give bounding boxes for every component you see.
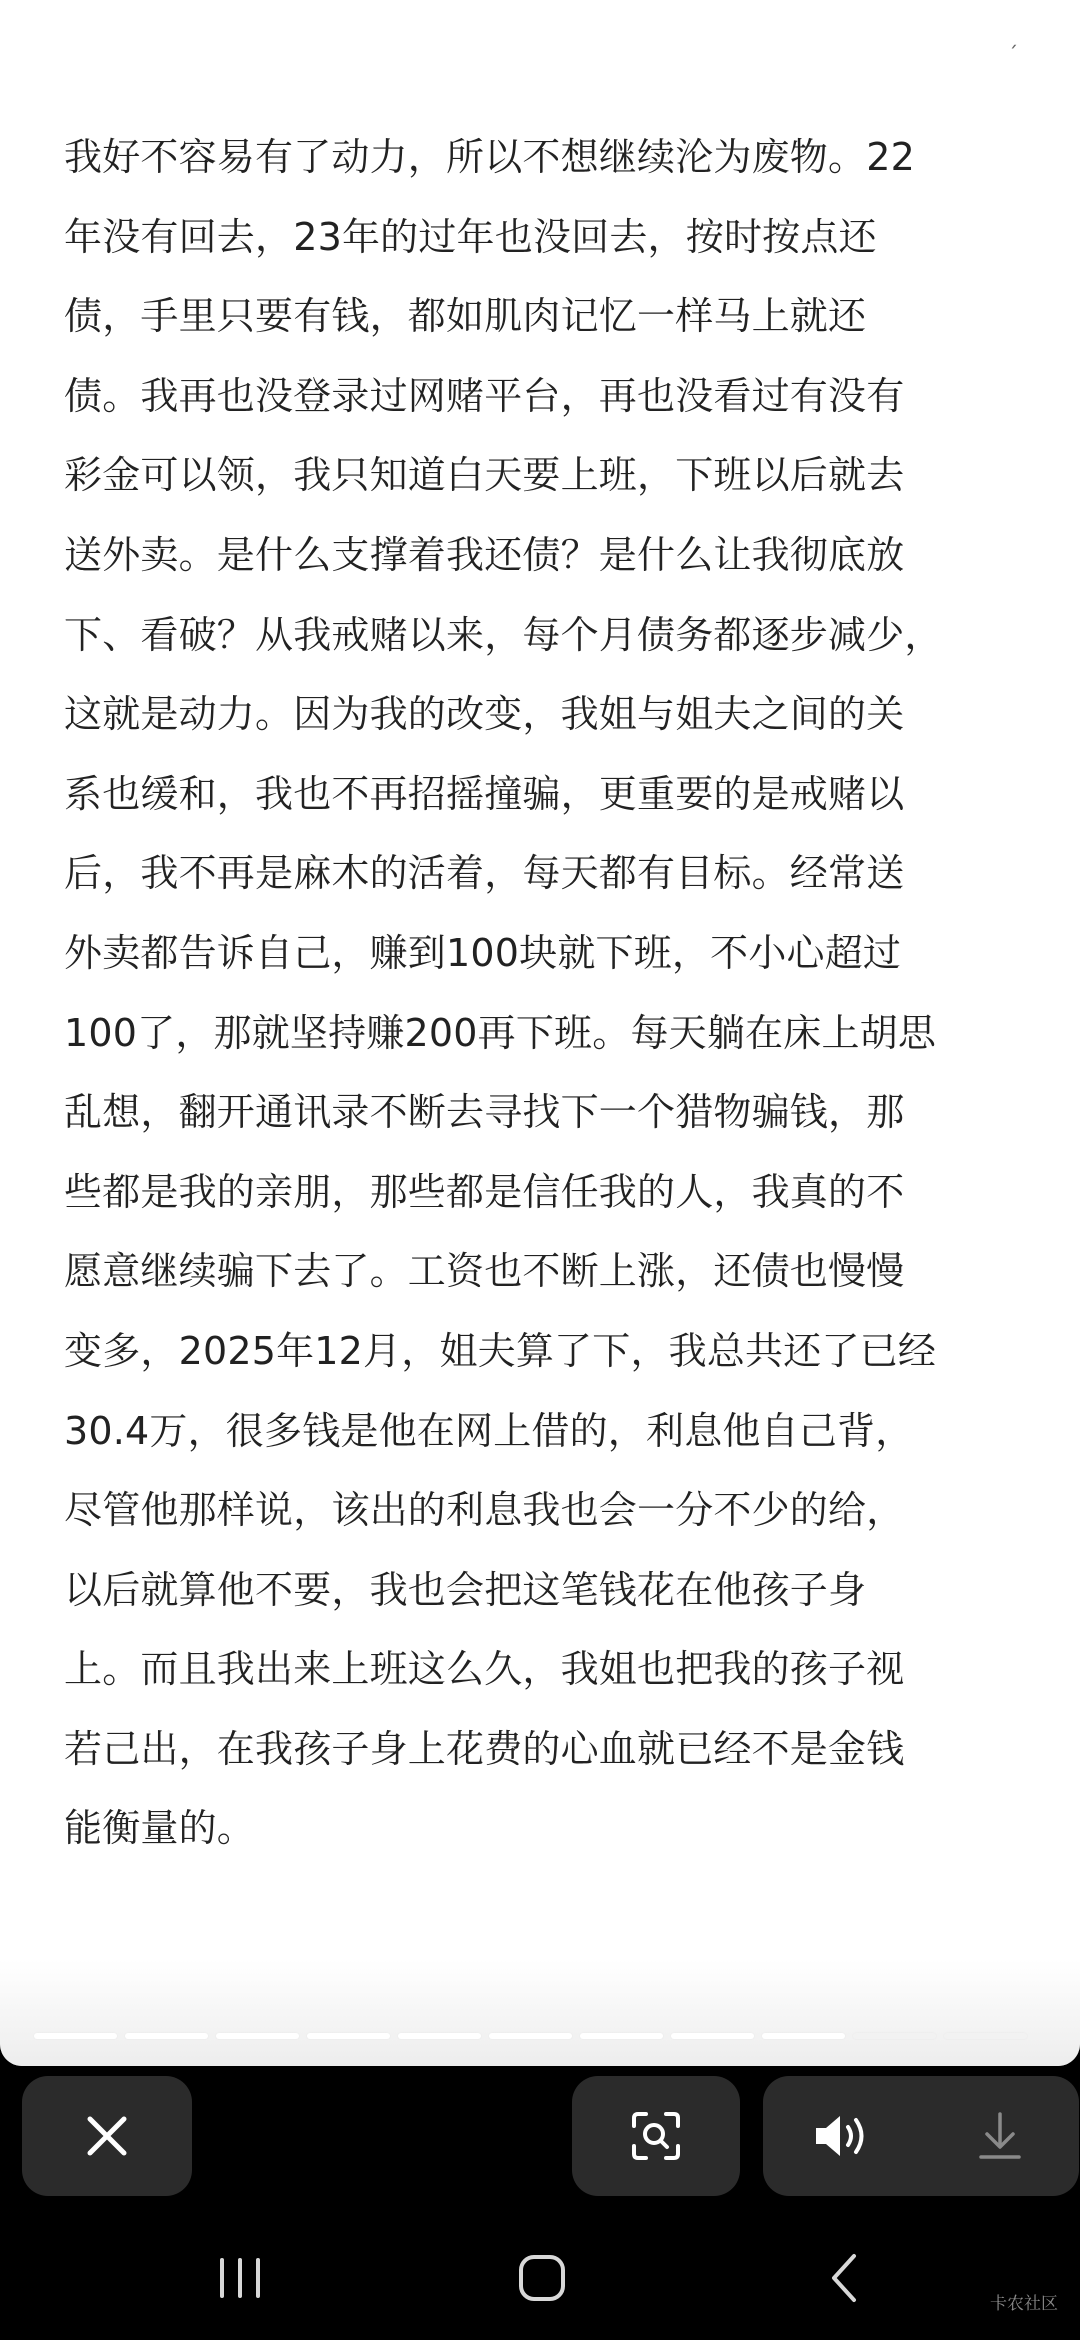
sound-button[interactable] [763,2076,921,2196]
home-icon [517,2253,567,2303]
back-button[interactable] [804,2238,884,2318]
watermark: 卡农社区 [990,2294,1058,2314]
back-icon [824,2252,864,2304]
page-indicator-segment [853,2033,936,2039]
page-indicator-segment [216,2033,299,2039]
page-indicator-segment [398,2033,481,2039]
page-indicator-segment [489,2033,572,2039]
article-text: 我好不容易有了动力，所以不想继续沦为废物。22 年没有回去，23年的过年也没回去，按时按点还 债，手里只要有钱，都如肌肉记忆一样马上就还 债。我再也没登录过网赌平台，再也没看过有没有 彩金可以领，我只知道白天要上班，下班以后就去 送外卖。是什么支撑着我还债？是什么让我彻底放 下、看破？从我戒赌以来，每个月债务都逐步减少， 这就是动力。因为我的改变，我姐与姐夫之间的关 系也缓和，我也不再招摇撞骗，更重要的是戒赌以 后，我不再是麻木的活着，每天都有目标。经常送 外卖都告诉自己，赚到100块就下班，不小心超过 100了，那就坚持赚200再下班。每天躺在床上胡思 乱想，翻开通讯录不断去寻找下一个猎物骗钱，那 些都是我的亲朋，那些都是信任我的人，我真的不 愿意继续骗下去了。工资也不断上涨，还债也慢慢 变多，2025年12月，姐夫算了下，我总共还了已经 30.4万，很多钱是他在网上借的，利息他自己背， 尽管他那样说，该出的利息我也会一分不少的给， 以后就算他不要，我也会把这笔钱花在他孩子身 上。而且我出来上班这么久，我姐也把我的孩子视 若己出，在我孩子身上花费的心血就已经不是金钱 能衡量的。 [64,135,943,1851]
speaker-icon [812,2111,872,2161]
page-indicator-segment [580,2033,663,2039]
system-navigation-bar [0,2216,1080,2340]
page-indicator-segment [944,2033,1027,2039]
recent-apps-button[interactable] [200,2238,280,2318]
page-indicator [34,2033,1027,2039]
download-button[interactable] [921,2076,1079,2196]
image-search-button[interactable] [572,2076,740,2196]
download-icon [977,2110,1023,2162]
image-search-icon [628,2108,684,2164]
audio-download-group [763,2076,1079,2196]
page-indicator-segment [671,2033,754,2039]
home-button[interactable] [502,2238,582,2318]
page-fade [0,1960,1080,2066]
close-icon [84,2113,130,2159]
recent-apps-icon [216,2256,264,2300]
page-indicator-segment [34,2033,117,2039]
page-indicator-segment [762,2033,845,2039]
close-button[interactable] [22,2076,192,2196]
corner-mark: ˊ [1008,42,1018,66]
page-indicator-segment [125,2033,208,2039]
viewer-controls [0,2066,1080,2216]
page-indicator-segment [307,2033,390,2039]
